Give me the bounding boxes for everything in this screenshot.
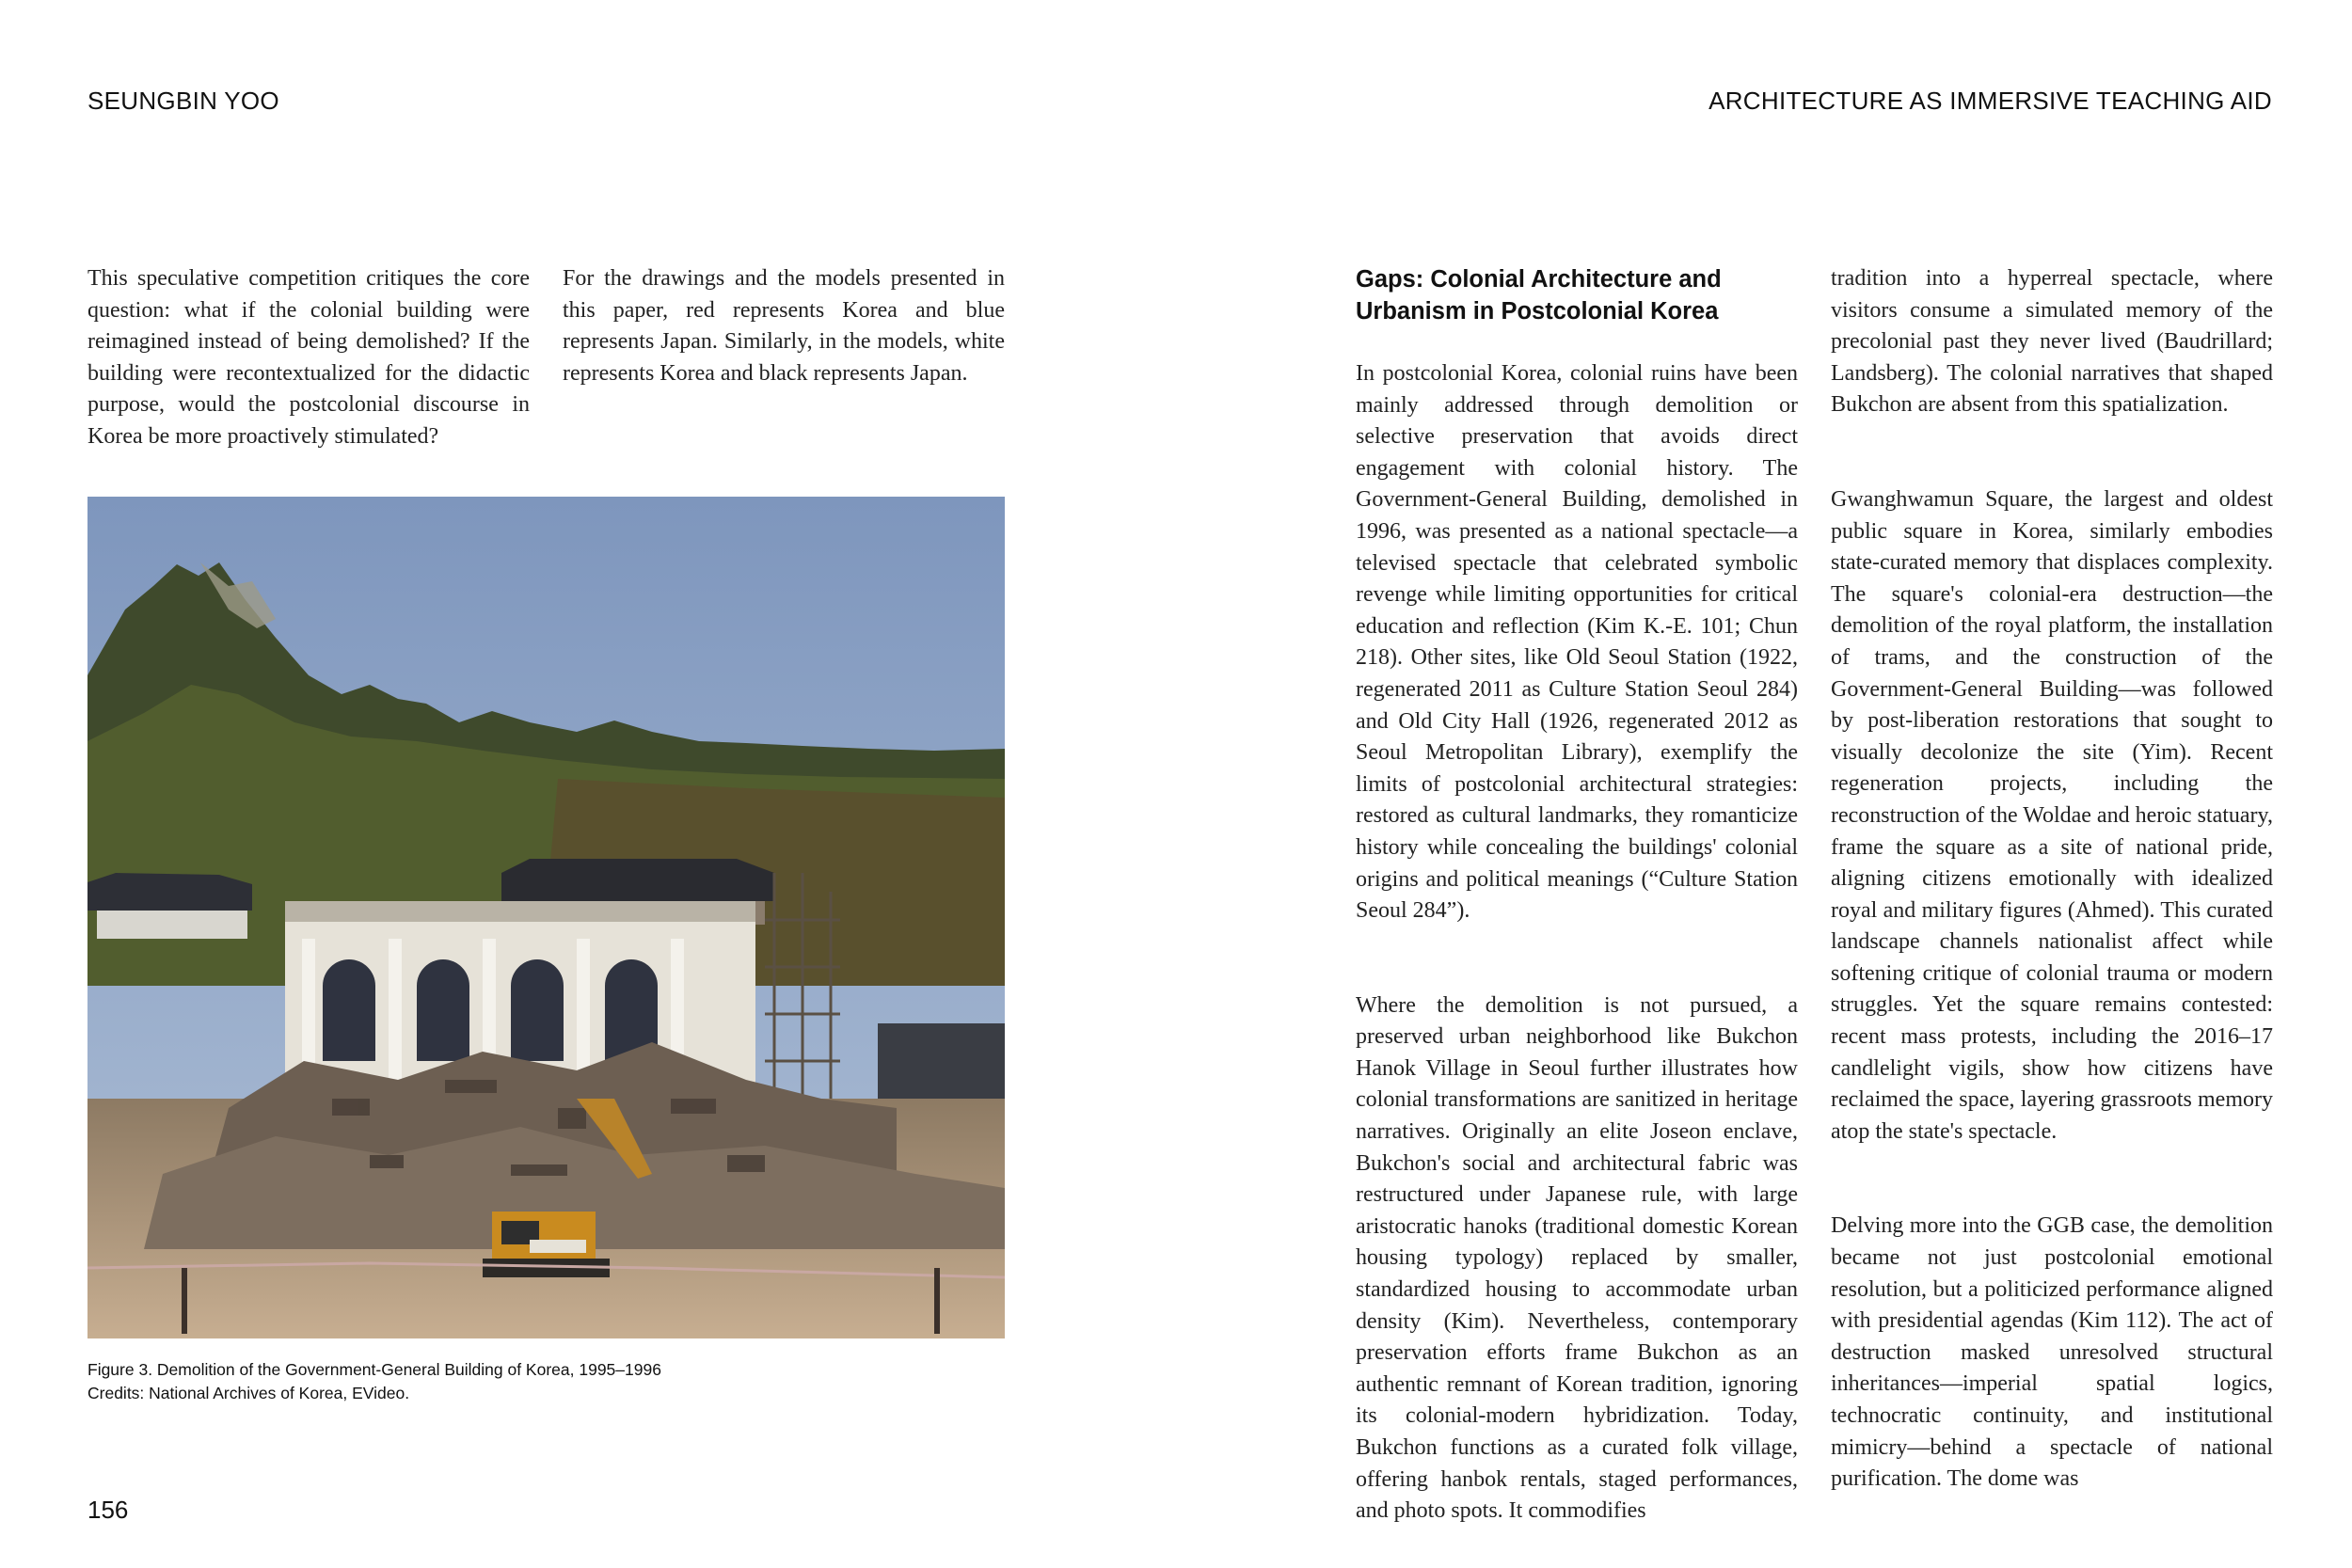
section-heading: Gaps: Colonial Architecture and Urbanism in Postcolonial Korea [1356,266,1722,325]
text-column-1 [87,263,530,453]
page-number: 156 [87,1496,129,1524]
running-head-author: SEUNGBIN YOO [87,87,279,115]
paragraph: In postcolonial Korea, colonial ruins have been mainly addressed through demolition or selective preservation that avoids direct engagement with colonial history. The Government-General Building, demolished in 1996, was presented as a national spectacle—a televised spectacle that celebrated symbolic revenge while limiting opportunities for critical education and reflection (Kim K.-E. 101; Chun 218). Other sites, like Old Seoul Station (1922, regenerated 2011 as Culture Station Seoul 284) and Old City Hall (1926, regenerated 2012 as Seoul Metropolitan Library), exemplify the limits of postcolonial architectural strategies: restored as cultural landmarks, they romanticize history while concealing the buildings' colonial origins and political meanings (“Culture Station Seoul 284”). [1356,361,1798,924]
paragraph: Where the demolition is not pursued, a preserved urban neighborhood like Bukchon Hanok Village in Seoul further illustrates how colonial transformations are sanitized in heritage narratives. Originally an elite Joseon enclave, Bukchon's social and architectural fabric was restructured under Japanese rule, with large aristocratic hanoks (traditional domestic Korean housing typology) replaced by smaller, standardized housing to accommodate urban density (Kim). Nevertheless, contemporary preservation efforts frame Bukchon as an authentic remnant of Korean tradition, ignoring its colonial-modern hybridization. Today, Bukchon functions as a curated folk village, offering hanbok rentals, staged performances, and photo spots. It commodifies [1356,992,1798,1524]
text-column-4 [1831,263,2273,1496]
figure-caption [87,1358,1005,1405]
running-head-title: ARCHITECTURE AS IMMERSIVE TEACHING AID [1708,87,2272,115]
demolition-photo-illustration [87,497,1005,1338]
paragraph: For the drawings and the models presented in this paper, red represents Korea and blue represents Japan. Similarly, in the models, white represents Korea and black represents Japan. [563,266,1005,386]
paragraph: This speculative competition critiques the core question: what if the colonial building were reimagined instead of being demolished? If the building were recontextualized for the didactic purpose, would the postcolonial discourse in Korea be more proactively stimulated? [87,266,530,449]
caption-credits: Credits: National Archives of Korea, EVideo. [87,1384,410,1402]
caption-title: Figure 3. Demolition of the Government-General Building of Korea, 1995–1996 [87,1360,661,1379]
paragraph: Gwanghwamun Square, the largest and oldest public square in Korea, similarly embodies state-curated memory that displaces complexity. The square's colonial-era destruction—the demolition of the royal platform, the installation of trams, and the construction of the Government-General Building—was followed by post-liberation restorations that sought to visually decolonize the site (Yim). Recent regeneration projects, including the reconstruction of the Woldae and heroic statuary, frame the square as a site of national pride, aligning citizens emotionally with idealized royal and military figures (Ahmed). This curated landscape channels nationalist affect while softening critique of colonial trauma or modern struggles. Yet the square remains contested: recent mass protests, including the 2016–17 candlelight vigils, show how citizens have reclaimed the space, layering grassroots memory atop the state's spectacle. [1831,486,2273,1144]
paragraph: tradition into a hyperreal spectacle, where visitors consume a simulated memory of the precolonial past they never lived (Baudrillard; Landsberg). The colonial narratives that shaped Bukchon are absent from this spatialization. [1831,266,2273,418]
paragraph: Delving more into the GGB case, the demolition became not just postcolonial emotional resolution, but a politicized performance aligned with presidential agendas (Kim 112). The act of destruction masked unresolved structural inheritances—imperial spatial logics, technocratic continuity, and institutional mimicry—behind a spectacle of national purification. The dome was [1831,1213,2273,1492]
text-column-2 [563,263,1005,389]
text-column-3 [1356,263,1798,1528]
figure-photo-demolition [87,497,1005,1338]
